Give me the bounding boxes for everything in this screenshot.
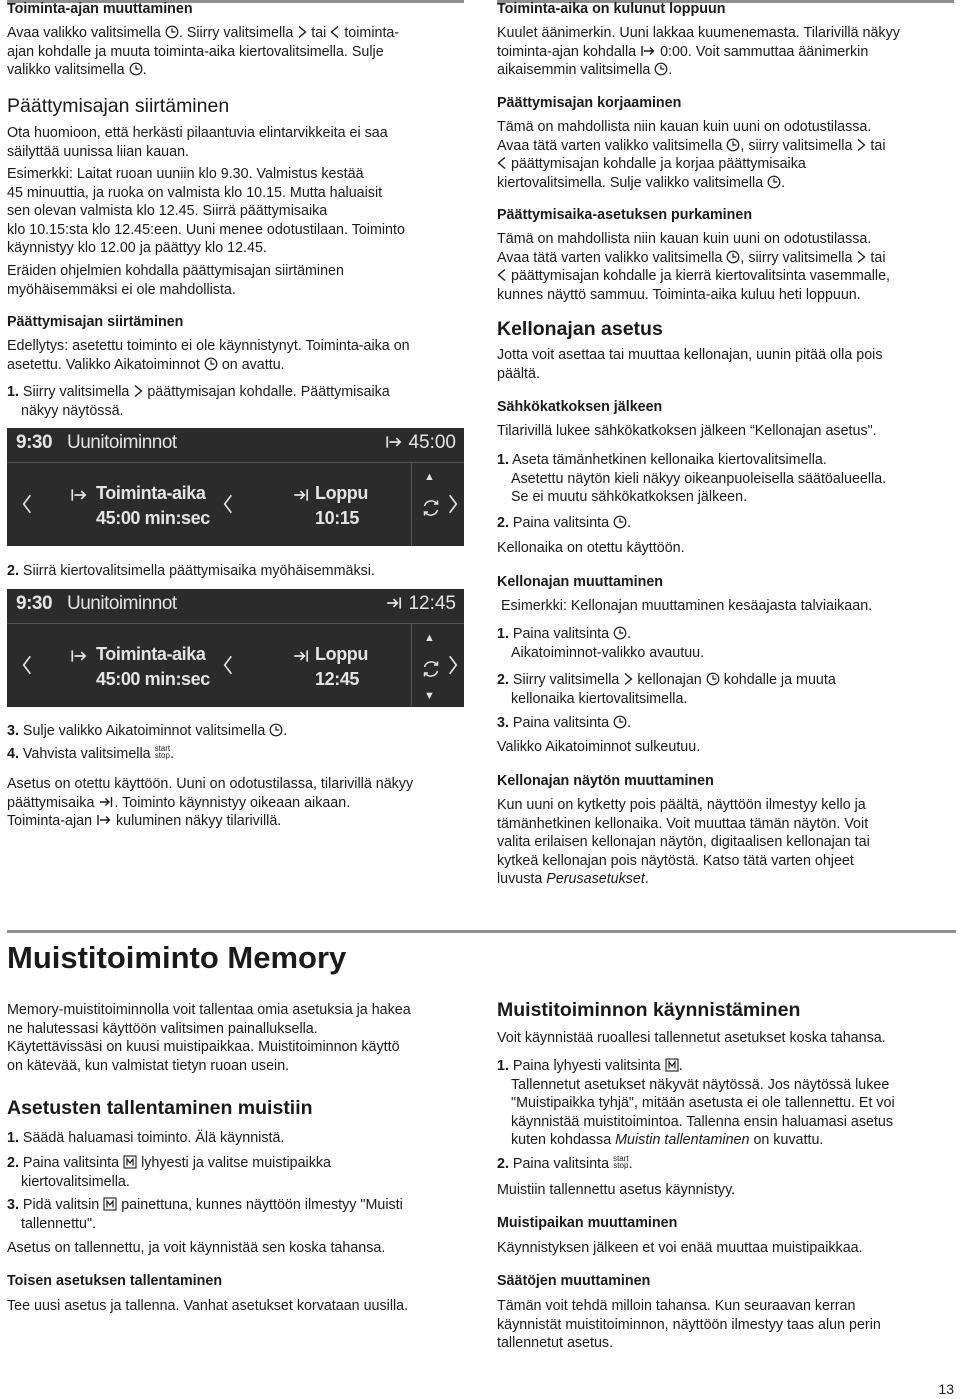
clock-icon <box>613 715 627 729</box>
chevron-left-icon[interactable] <box>222 493 234 515</box>
paragraph-sahkokatkos: Tilarivillä lukee sähkökatkoksen jälkeen “Kellonajan asetus". <box>497 423 877 439</box>
duration-icon <box>385 434 403 450</box>
heading-purkaminen: Päättymisaika-asetuksen purkaminen <box>497 207 753 223</box>
step-2: 2. Siirry valitsimella kellonajan kohdalle ja muuta kellonaika kiertovalitsimella. <box>497 672 836 707</box>
paragraph-toiminta-aika: Avaa valikko valitsimella . Siirry valitsimella tai toiminta- ajan kohdalle ja muuta toiminta-aika kiertovalitsimella. Sulje valikko valitsimella . <box>7 25 400 78</box>
chevron-right-icon <box>623 672 633 686</box>
heading-paattymisajan-siirtaminen: Päättymisajan siirtäminen <box>7 95 230 117</box>
duration-icon <box>96 813 112 827</box>
end-time-icon <box>292 648 310 664</box>
paragraph-kaynnistyy: Muistiin tallennettu asetus käynnistyy. <box>497 1182 736 1198</box>
paragraph-memory-intro: Memory-muistitoiminnolla voit tallentaa omia asetuksia ja hakea ne halutessasi käyttöön valitsimen painalluksella. Käytettävissäsi on kuusi muistipaikkaa. Muistitoiminnon käyttö on kätevää, kun valmistat tietyn ruoan usein. <box>7 1002 411 1074</box>
step-1: 1. Paina valitsinta . Aikatoiminnot-valikko avautuu. <box>497 626 705 661</box>
step-2: 2. Paina valitsinta lyhyesti ja valitse muistipaikka kiertovalitsimella. <box>7 1155 331 1190</box>
heading-kellonajan-asetus: Kellonajan asetus <box>497 318 663 340</box>
oven-display-2 <box>7 589 464 707</box>
chevron-left-icon <box>497 268 507 282</box>
paragraph-rajoitus: Eräiden ohjelmien kohdalla päättymisajan siirtäminen myöhäisemmäksi ei ole mahdollista. <box>7 263 344 298</box>
chevron-right-icon <box>133 384 143 398</box>
display-label-end: Loppu <box>315 483 368 503</box>
paragraph-asetus-kayttoon: Asetus on otettu käyttöön. Uuni on odotustilassa, tilarivillä näkyy päättymisaika . Toiminto käynnistyy oikeaan aikaan. Toiminta-ajan kuluminen näkyy tilarivillä. <box>7 776 414 829</box>
paragraph-uusi-asetus: Tee uusi asetus ja tallenna. Vanhat asetukset korvataan uusilla. <box>7 1298 409 1314</box>
step-1: 1. Säädä haluamasi toiminto. Älä käynnistä. <box>7 1130 285 1146</box>
paragraph-kellonaika-kayttoon: Kellonaika on otettu käyttöön. <box>497 540 685 556</box>
chevron-right-icon[interactable] <box>447 493 459 515</box>
step-1: 1. Paina lyhyesti valitsinta . Tallennetut asetukset näkyvät näytössä. Jos näytössä lukee "Muistipaikka tyhjä", mitään asetusta ei ole tallennettu. Et voi käynnistää muistitoimintoa. Tallenna ensin haluamasi asetus kuten kohdassa Muistin tallentaminen on kuvattu. <box>497 1058 895 1148</box>
paragraph-kellonajan-naytto: Kun uuni on kytketty pois päältä, näyttöön ilmestyy kello ja tämänhetkinen kellonaika. Voit muuttaa tämän näytön. Voit valita erilaisen kellonajan näytön, digitaalisen kellonajan tai kytkeä kellonajan pois näytöstä. Katso tätä varten ohjeet luvusta Perusasetukset. <box>497 797 870 887</box>
paragraph-huomio: Ota huomioon, että herkästi pilaantuvia elintarvikkeita ei saa säilyttää uunissa liian kauan. <box>7 125 388 160</box>
display-side-controls <box>411 462 464 546</box>
chevron-left-icon <box>330 25 340 39</box>
heading-toisen-asetuksen: Toisen asetuksen tallentaminen <box>7 1273 223 1289</box>
heading-kaynnistaminen: Muistitoiminnon käynnistäminen <box>497 999 801 1021</box>
step-3: 3. Paina valitsinta . <box>497 715 632 731</box>
paragraph-esimerkki: Esimerkki: Laitat ruoan uuniin klo 9.30. Valmistus kestää 45 minuuttia, ja ruoka on valmista klo 10.15. Mutta haluaisit sen olevan valmista klo 12.45. Siirrä päättymisaika klo 10.15:sta klo 12.45:een. Uuni menee odotustilaan. Toiminto käynnistyy klo 12.00 ja päättyy klo 12.45. <box>7 166 405 256</box>
paragraph-kaynnistaminen: Voit käynnistää ruoallesi tallennetut asetukset koska tahansa. <box>497 1030 886 1046</box>
heading-muistipaikan-muuttaminen: Muistipaikan muuttaminen <box>497 1215 678 1231</box>
paragraph-saadot: Tämän voit tehdä milloin tahansa. Kun seuraavan kerran käynnistät muistitoiminnon, näyttöön ilmestyy taas alun perin tallennetut asetus. <box>497 1298 881 1351</box>
arrow-up-icon[interactable]: ▲ <box>424 471 435 483</box>
chevron-left-icon[interactable] <box>21 493 33 515</box>
heading-paattymisajan-siirtaminen-ohje: Päättymisajan siirtäminen <box>7 314 184 330</box>
step-4: 4. Vahvista valitsimella start stop. <box>7 744 175 762</box>
heading-toiminta-aika-loppuun: Toiminta-aika on kulunut loppuun <box>497 1 726 17</box>
section-rule <box>7 930 956 933</box>
display-status-bar <box>7 589 464 624</box>
memory-icon <box>123 1155 137 1169</box>
duration-icon <box>70 648 88 664</box>
step-2: 2. Paina valitsinta start stop. <box>497 1154 633 1172</box>
duration-icon <box>640 44 656 58</box>
end-time-icon <box>98 795 114 809</box>
heading-muistitoiminto: Muistitoiminto Memory <box>7 940 347 975</box>
paragraph-korjaaminen: Tämä on mahdollista niin kauan kuin uuni on odotustilassa. Avaa tätä varten valikko valitsimella , siirry valitsimella tai päättymisajan kohdalle ja korjaa päättymisaika kiertovalitsimella. Sulje valikko valitsimella . <box>497 119 886 191</box>
chevron-left-icon[interactable] <box>21 654 33 676</box>
clock-icon <box>654 62 668 76</box>
clock-icon <box>165 25 179 39</box>
step-2: 2. Paina valitsinta . <box>497 515 632 531</box>
clock-icon <box>767 175 781 189</box>
heading-toiminta-ajan-muuttaminen: Toiminta-ajan muuttaminen <box>7 1 193 17</box>
display-time: 9:30 <box>16 593 53 614</box>
duration-icon <box>70 487 88 503</box>
start-stop-icon: start stop <box>613 1154 629 1170</box>
end-time-icon <box>385 595 403 611</box>
chevron-right-icon <box>297 25 307 39</box>
clock-icon <box>204 357 218 371</box>
display-label-duration: Toiminta-aika <box>96 644 206 664</box>
chevron-left-icon <box>497 156 507 170</box>
step-1: 1. Siirry valitsimella päättymisajan kohdalle. Päättymisaika näkyy näytössä. <box>7 384 390 419</box>
rotate-icon[interactable] <box>421 498 441 518</box>
heading-tallentaminen: Asetusten tallentaminen muistiin <box>7 1097 313 1119</box>
clock-icon <box>706 672 720 686</box>
clock-icon <box>269 723 283 737</box>
display-value-end: 12:45 <box>315 669 360 689</box>
display-status-duration: 45:00 <box>385 434 456 453</box>
step-1: 1. Aseta tämänhetkinen kellonaika kiertovalitsimella. Asetettu näytön kieli näkyy oikeanpuoleisella säätöalueella. Se ei muutu sähkökatkoksen jälkeen. <box>497 452 887 505</box>
clock-icon <box>726 250 740 264</box>
clock-icon <box>613 626 627 640</box>
clock-icon <box>613 515 627 529</box>
display-time: 9:30 <box>16 432 53 453</box>
step-3: 3. Pidä valitsin painettuna, kunnes näyttöön ilmestyy "Muisti tallennettu". <box>7 1197 403 1232</box>
display-side-controls <box>411 623 464 707</box>
heading-saatojen-muuttaminen: Säätöjen muuttaminen <box>497 1273 651 1289</box>
chevron-right-icon <box>856 138 866 152</box>
display-status-end: 12:45 <box>385 595 456 614</box>
heading-sahkokatkos: Sähkökatkoksen jälkeen <box>497 399 663 415</box>
paragraph-tallennettu: Asetus on tallennettu, ja voit käynnistää sen koska tahansa. <box>7 1240 386 1256</box>
display-status-bar <box>7 428 464 463</box>
display-label-end: Loppu <box>315 644 368 664</box>
paragraph-edellytys: Edellytys: asetettu toiminto ei ole käynnistynyt. Toiminta-aika on asetettu. Valikko Aikatoiminnot on avattu. <box>7 338 410 373</box>
start-stop-icon: start stop <box>154 744 171 760</box>
arrow-up-icon[interactable]: ▲ <box>424 632 435 644</box>
rotate-icon[interactable] <box>421 659 441 679</box>
display-value-duration: 45:00 min:sec <box>96 669 210 689</box>
paragraph-kellonaika: Jotta voit asettaa tai muuttaa kellonajan, uunin pitää olla pois päältä. <box>497 347 883 382</box>
step-3: 3. Sulje valikko Aikatoiminnot valitsimella . <box>7 723 288 739</box>
arrow-down-icon[interactable]: ▼ <box>424 690 435 702</box>
end-time-icon <box>292 487 310 503</box>
display-value-duration: 45:00 min:sec <box>96 508 210 528</box>
clock-icon <box>129 62 143 76</box>
heading-paattymisajan-korjaaminen: Päättymisajan korjaaminen <box>497 95 682 111</box>
paragraph-valikko-sulkeutuu: Valikko Aikatoiminnot sulkeutuu. <box>497 739 701 755</box>
display-label-duration: Toiminta-aika <box>96 483 206 503</box>
memory-icon <box>103 1197 117 1211</box>
oven-display-1 <box>7 428 464 546</box>
heading-kellonajan-naytto: Kellonajan näytön muuttaminen <box>497 773 714 789</box>
chevron-right-icon[interactable] <box>447 654 459 676</box>
chevron-left-icon[interactable] <box>222 654 234 676</box>
display-menu-title: Uunitoiminnot <box>67 593 177 614</box>
memory-icon <box>665 1058 679 1072</box>
display-menu-title: Uunitoiminnot <box>67 432 177 453</box>
heading-kellonajan-muuttaminen: Kellonajan muuttaminen <box>497 574 664 590</box>
paragraph-purkaminen: Tämä on mahdollista niin kauan kuin uuni on odotustilassa. Avaa tätä varten valikko valitsimella , siirry valitsimella tai päättymisajan kohdalle ja kierrä kiertovalitsinta vasemmalle, kunnes näyttö sammuu. Toiminta-aika kuluu heti loppuun. <box>497 231 891 303</box>
clock-icon <box>726 138 740 152</box>
paragraph-muistipaikka: Käynnistyksen jälkeen et voi enää muuttaa muistipaikkaa. <box>497 1240 863 1256</box>
chevron-right-icon <box>856 250 866 264</box>
paragraph-esimerkki-talviaika: Esimerkki: Kellonajan muuttaminen kesäajasta talviaikaan. <box>501 598 873 614</box>
display-value-end: 10:15 <box>315 508 360 528</box>
page-number: 13 <box>938 1381 954 1397</box>
paragraph-aanimerkki: Kuulet äänimerkin. Uuni lakkaa kuumenemasta. Tilarivillä näkyy toiminta-ajan kohdalla 0:00. Voit sammuttaa äänimerkin aikaisemmin valitsimella . <box>497 25 900 78</box>
step-2: 2. Siirrä kiertovalitsimella päättymisaika myöhäisemmäksi. <box>7 563 375 579</box>
